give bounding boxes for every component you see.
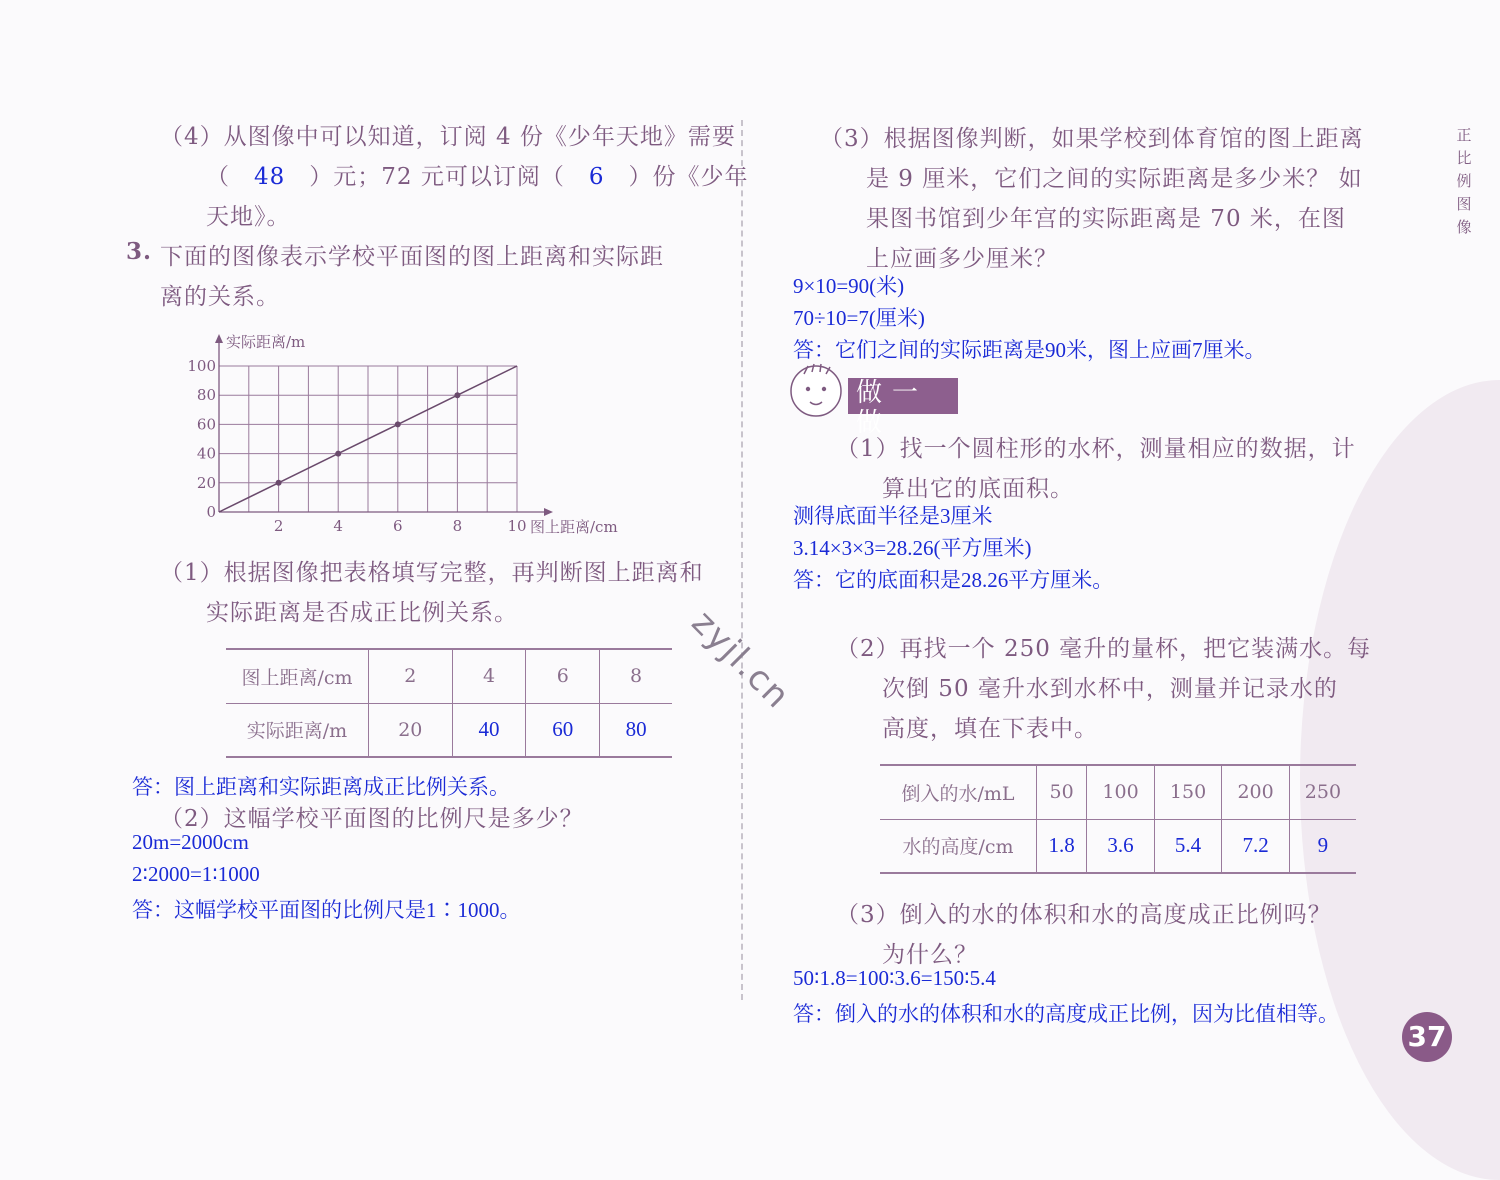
q4-line3: 天地》。	[206, 204, 291, 230]
right-table-header-2: 水的高度/cm	[902, 836, 1014, 859]
q3-line1: （3）根据图像判断，如果学校到体育馆的图上距离	[820, 126, 1364, 152]
left-table	[226, 648, 672, 758]
left-table-answer: 80	[600, 703, 672, 757]
answer-d1-line2: 3.14×3×3=28.26(平方厘米)	[793, 536, 1032, 560]
data-point	[454, 392, 460, 398]
answer-3-line3: 答：它们之间的实际距离是90米，图上应画7厘米。	[793, 338, 1266, 362]
page-number: 37	[1402, 1012, 1452, 1062]
y-tick-label: 0	[206, 503, 216, 521]
left-table-answer: 40	[452, 703, 526, 757]
d2-line3: 高度，填在下表中。	[882, 716, 1098, 742]
d3-line1: （3）倒入的水的体积和水的高度成正比例吗？	[836, 902, 1332, 928]
answer-d3-line1: 50∶1.8=100∶3.6=150∶5.4	[793, 966, 996, 990]
x-tick-label: 10	[507, 517, 527, 535]
d3-line2: 为什么？	[882, 942, 978, 968]
left-table-cell: 2	[369, 649, 453, 703]
problem-3-line1: 下面的图像表示学校平面图的图上距离和实际距	[160, 244, 664, 270]
left-table-cell: 4	[452, 649, 526, 703]
right-table-cell: 100	[1087, 765, 1155, 819]
page-divider	[741, 120, 743, 1000]
problem-3-number: 3.	[126, 238, 153, 265]
data-point	[276, 480, 282, 486]
answer-3-line2: 70÷10=7(厘米)	[793, 306, 925, 330]
side-chapter-label: 正 比 例 图 像	[1456, 126, 1472, 236]
y-tick-label: 80	[196, 386, 216, 405]
y-axis-arrow	[215, 334, 223, 343]
section-title-badge: 做一做	[848, 378, 958, 414]
q4-line2: （ 48 ）元；72 元可以订阅（ 6 ）份《少年	[206, 164, 749, 190]
answer-3-line1: 9×10=90(米)	[793, 274, 905, 298]
q3-line2: 是 9 厘米，它们之间的实际距离是多少米？ 如	[866, 166, 1363, 192]
sub2-question: （2）这幅学校平面图的比例尺是多少？	[160, 806, 584, 832]
left-table-cell: 6	[526, 649, 600, 703]
right-table-cell: 250	[1289, 765, 1356, 819]
chart-ticks	[187, 357, 526, 535]
d2-line1: （2）再找一个 250 毫升的量杯，把它装满水。每	[836, 636, 1372, 662]
right-table-cell: 150	[1154, 765, 1222, 819]
x-axis-arrow	[544, 508, 553, 516]
sub1-line2: 实际距离是否成正比例关系。	[206, 600, 518, 626]
right-table-header-1: 倒入的水/mL	[880, 765, 1037, 819]
right-table	[880, 764, 1356, 874]
distance-chart	[180, 330, 650, 540]
right-table-answer: 9	[1289, 819, 1356, 873]
right-table-answer: 7.2	[1222, 819, 1290, 873]
answer-2-line3: 答：这幅学校平面图的比例尺是1∶1000。	[132, 898, 521, 922]
chart-x-label: 图上距离/cm	[530, 518, 618, 536]
x-tick-label: 2	[273, 517, 284, 535]
q4-line1: （4）从图像中可以知道，订阅 4 份《少年天地》需要	[160, 124, 736, 150]
d1-line2: 算出它的底面积。	[882, 476, 1074, 502]
answer-d1-line3: 答：它的底面积是28.26平方厘米。	[793, 568, 1114, 592]
y-tick-label: 100	[187, 357, 216, 375]
q3-line4: 上应画多少厘米？	[866, 246, 1058, 272]
q3-line3: 果图书馆到少年宫的实际距离是 70 米，在图	[866, 206, 1346, 232]
sub1-line1: （1）根据图像把表格填写完整，再判断图上距离和	[160, 560, 704, 586]
q4-blank2: 6	[588, 164, 605, 190]
answer-2-line1: 20m=2000cm	[132, 830, 249, 854]
cartoon-face-icon	[786, 362, 846, 420]
left-table-cell: 8	[600, 649, 672, 703]
watermark: zyjl.cn	[683, 602, 799, 718]
left-table-cell: 20	[369, 703, 453, 757]
left-table-header-2: 实际距离/m	[246, 720, 348, 743]
answer-d3-line2: 答：倒入的水的体积和水的高度成正比例，因为比值相等。	[793, 1002, 1339, 1026]
q4-blank1: 48	[254, 164, 286, 190]
y-tick-label: 40	[196, 444, 216, 463]
x-tick-label: 6	[393, 517, 403, 535]
right-table-cell: 50	[1037, 765, 1087, 819]
d1-line1: （1）找一个圆柱形的水杯，测量相应的数据，计	[836, 436, 1356, 462]
problem-3-line2: 离的关系。	[160, 284, 280, 310]
answer-2-line2: 2∶2000=1∶1000	[132, 862, 260, 886]
x-tick-label: 8	[452, 517, 463, 535]
chart-y-label: 实际距离/m	[226, 333, 306, 351]
answer-d1-line1: 测得底面半径是3厘米	[793, 504, 993, 528]
x-tick-label: 4	[333, 517, 343, 535]
right-table-cell: 200	[1222, 765, 1290, 819]
d2-line2: 次倒 50 毫升水到水杯中，测量并记录水的	[882, 676, 1338, 702]
y-tick-label: 60	[196, 415, 216, 434]
right-table-answer: 1.8	[1037, 819, 1087, 873]
left-table-answer: 60	[526, 703, 600, 757]
data-point	[335, 451, 341, 457]
right-table-answer: 5.4	[1154, 819, 1222, 873]
data-point	[395, 421, 401, 427]
right-table-answer: 3.6	[1087, 819, 1155, 873]
left-table-header-1: 图上距离/cm	[226, 649, 369, 703]
answer-1: 答：图上距离和实际距离成正比例关系。	[132, 775, 510, 799]
y-tick-label: 20	[196, 473, 216, 492]
